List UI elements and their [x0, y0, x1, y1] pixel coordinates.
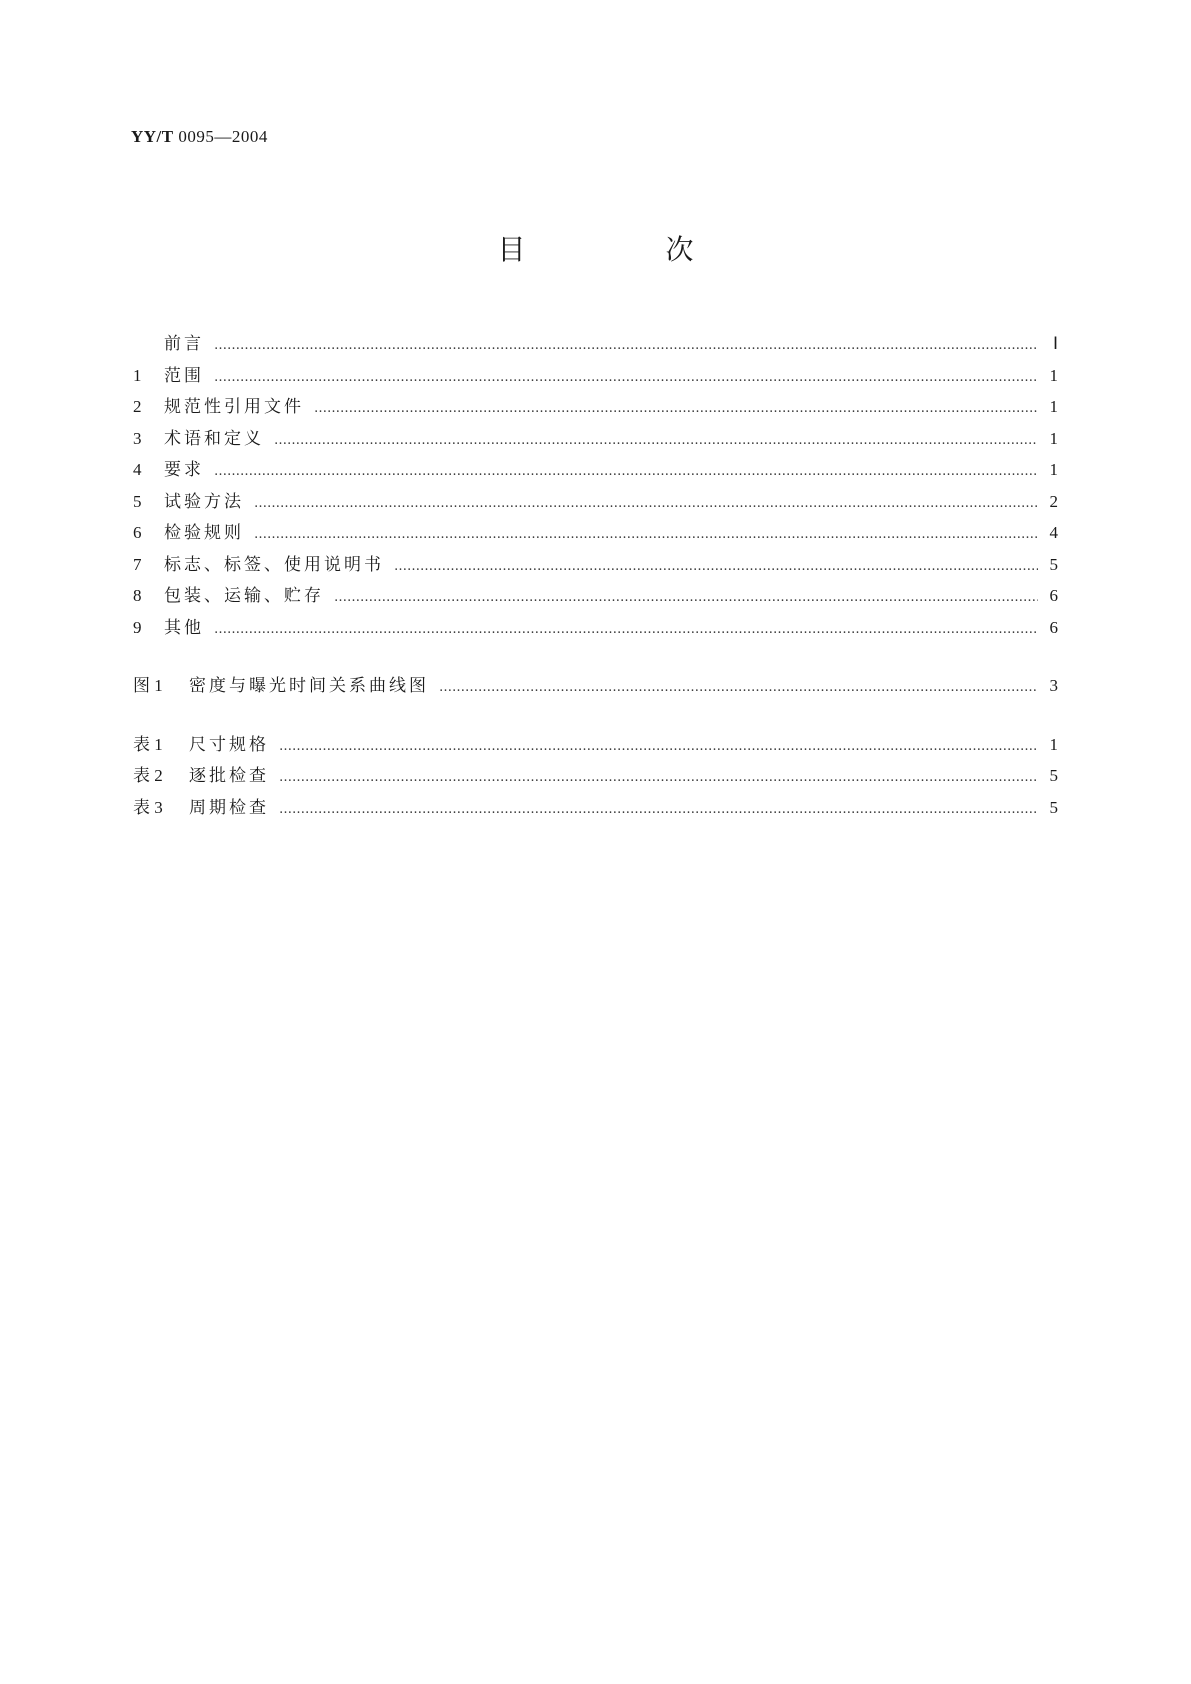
toc-entry-number: 5	[133, 491, 142, 511]
toc-dot-leader	[214, 456, 1038, 488]
toc-entry-page: 5	[1049, 554, 1058, 574]
standard-code-number: 0095—2004	[178, 127, 268, 146]
toc-entry[interactable]	[133, 423, 1058, 455]
toc-dot-leader	[214, 330, 1038, 362]
toc-dot-leader	[214, 614, 1038, 646]
toc-entry[interactable]	[133, 792, 1058, 824]
toc-entry-label: 检验规则	[164, 523, 244, 543]
toc-entry[interactable]	[133, 360, 1058, 392]
toc-entry-page: 1	[1049, 460, 1058, 479]
toc-entry-number: 7	[133, 554, 142, 574]
toc-entry[interactable]	[133, 454, 1058, 486]
toc-sections	[133, 328, 1058, 643]
toc-entry[interactable]	[133, 549, 1058, 581]
toc-entry-number: 3	[133, 428, 142, 448]
toc-entry-label: 规范性引用文件	[164, 397, 304, 417]
toc-entry[interactable]	[133, 612, 1058, 644]
toc-entry-number: 4	[133, 460, 142, 479]
toc-dot-leader	[254, 519, 1038, 551]
toc-title: 目 次	[497, 233, 750, 266]
toc-entry-label: 标志、标签、使用说明书	[164, 554, 384, 575]
toc-entry-page: 6	[1049, 617, 1058, 637]
toc-entry-label: 前言	[164, 334, 204, 354]
toc-entry-label: 周期检查	[189, 797, 269, 818]
toc-entry-page: 5	[1049, 766, 1058, 785]
toc-entry-number: 表 3	[133, 797, 163, 817]
toc-entry-label: 其他	[164, 617, 204, 638]
toc-dot-leader	[394, 551, 1038, 583]
toc-entry-label: 密度与曝光时间关系曲线图	[189, 676, 429, 696]
toc-figures	[133, 670, 1058, 702]
toc-entry[interactable]	[133, 580, 1058, 612]
toc-entry-page: 1	[1049, 734, 1058, 754]
toc-entry-page: 2	[1049, 491, 1058, 511]
toc-entry[interactable]	[133, 328, 1058, 360]
toc-entry[interactable]	[133, 729, 1058, 761]
toc-entry-number: 表 2	[133, 766, 163, 785]
toc-entry-page: 1	[1049, 365, 1058, 385]
toc-entry-number: 图 1	[133, 676, 163, 695]
toc-tables	[133, 729, 1058, 824]
toc-dot-leader	[334, 582, 1038, 614]
toc-entry[interactable]	[133, 486, 1058, 518]
toc-entry-label: 要求	[164, 460, 204, 480]
toc-entry-label: 包装、运输、贮存	[164, 586, 324, 606]
toc-entry-number: 8	[133, 586, 142, 605]
toc-entry-label: 术语和定义	[164, 428, 264, 449]
toc-dot-leader	[254, 488, 1038, 520]
toc-entry-page: 1	[1049, 428, 1058, 448]
toc-dot-leader	[279, 731, 1038, 763]
toc-entry[interactable]	[133, 391, 1058, 423]
standard-code-prefix: YY/T	[131, 127, 174, 146]
toc-entry-number: 表 1	[133, 734, 163, 754]
toc-entry-number: 6	[133, 523, 142, 542]
toc-entry[interactable]	[133, 670, 1058, 702]
toc-entry-label: 范围	[164, 365, 204, 386]
toc-entry-number: 2	[133, 397, 142, 416]
table-of-contents	[133, 328, 1058, 823]
toc-dot-leader	[439, 672, 1038, 704]
toc-entry-label: 逐批检查	[189, 766, 269, 786]
toc-dot-leader	[279, 794, 1038, 826]
toc-dot-leader	[274, 425, 1038, 457]
toc-entry-page: Ⅰ	[1052, 334, 1058, 353]
toc-entry-label: 试验方法	[164, 491, 244, 512]
toc-entry-label: 尺寸规格	[189, 734, 269, 755]
toc-entry-page: 4	[1049, 523, 1058, 542]
toc-entry-page: 3	[1049, 676, 1058, 695]
toc-entry-page: 6	[1049, 586, 1058, 605]
toc-dot-leader	[279, 762, 1038, 794]
toc-dot-leader	[214, 362, 1038, 394]
toc-entry-number: 9	[133, 617, 142, 637]
toc-entry-page: 5	[1049, 797, 1058, 817]
standard-code	[131, 127, 268, 147]
toc-entry-page: 1	[1049, 397, 1058, 416]
toc-entry-number: 1	[133, 365, 142, 385]
toc-dot-leader	[314, 393, 1038, 425]
toc-entry[interactable]	[133, 517, 1058, 549]
toc-entry[interactable]	[133, 760, 1058, 792]
